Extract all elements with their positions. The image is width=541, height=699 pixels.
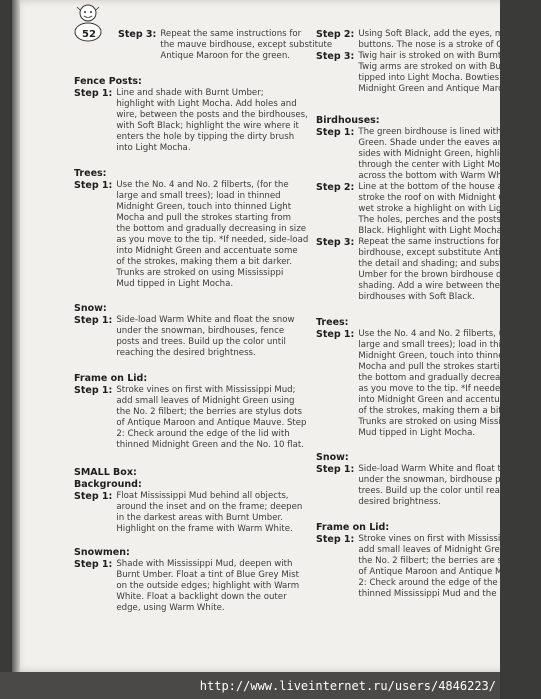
text-line: Mocha and pull the strokes starting fr (358, 362, 520, 372)
section-heading: Snow: (316, 452, 349, 463)
text-line: Use the No. 4 and No. 2 filberts, (for the (116, 180, 289, 190)
section-heading: Background: (74, 479, 142, 490)
text-line: Shade with Mississippi Mud, deepen with (116, 559, 293, 569)
text-line: birdhouse, except substitute Antique Maro (358, 248, 541, 258)
step-text (116, 385, 306, 451)
text-line: of the strokes, making them a bit dark (358, 406, 524, 416)
text-line: Mud tipped in Light Mocha. (358, 428, 476, 438)
step-text (358, 182, 525, 237)
text-line: Green. Shade under the eaves and dow (358, 138, 529, 148)
step-text (358, 29, 525, 51)
text-line: the mauve birdhouse, except substitute (160, 40, 333, 50)
instruction-step (316, 182, 526, 237)
text-line: as you move to the tip. *If needed, sid (358, 384, 524, 394)
text-line: sides with Midnight Green, highlight (358, 149, 514, 159)
text-line: reaching the desired brightness. (116, 348, 256, 358)
text-line: wire, between the posts and the birdhouses, (116, 110, 308, 120)
page-gutter (12, 0, 20, 672)
instruction-step (316, 29, 526, 51)
text-line: as you move to the tip. *If needed, side-load (116, 235, 309, 245)
instruction-step (316, 534, 528, 600)
text-line: into Midnight Green and accentuate s (358, 395, 521, 405)
text-line: Highlight on the frame with Warm White. (116, 524, 293, 534)
text-line: Midnight Green, touch into thinned Ligh (358, 351, 530, 361)
instruction-step (316, 237, 541, 303)
section-heading: Snowmen: (74, 547, 130, 558)
text-line: Repeat the same instructions for (160, 29, 302, 39)
instruction-step (316, 329, 530, 439)
step-text (116, 491, 306, 535)
text-line: on the outside edges; highlight with Warm (116, 581, 300, 591)
instruction-step (74, 385, 306, 451)
text-line: in the darkest areas with Burnt Umber. (116, 513, 284, 523)
step-label: Step 1: (74, 559, 113, 570)
text-line: Stroke vines on first with Mississippi Mud; (116, 385, 296, 395)
instruction-step (74, 559, 306, 614)
text-line: Using Soft Black, add the eyes, mouth (358, 29, 523, 39)
instruction-step (316, 127, 529, 182)
text-line: Use the No. 4 and No. 2 filberts, (for (358, 329, 514, 339)
book-page (12, 0, 541, 672)
step-text (358, 127, 529, 182)
text-line: White. Float a backlight down the outer (116, 592, 287, 602)
step-text (358, 329, 529, 439)
text-line: Trunks are stroked on using Mississippi (116, 268, 284, 278)
text-line: with Soft Black; highlight the wire where it (116, 121, 299, 131)
instruction-step (74, 491, 306, 535)
text-line: add small leaves of Midnight Green us (358, 545, 524, 555)
instruction-step (74, 180, 309, 290)
step-label: Step 1: (74, 88, 113, 99)
step-text (358, 464, 526, 508)
section-heading: SMALL Box: (74, 467, 137, 478)
section-heading: Trees: (74, 168, 107, 179)
step-text (358, 534, 527, 600)
text-line: the bottom and gradually decreasing in size (116, 224, 306, 234)
text-line: stroke the roof on with Midnight Green (358, 193, 525, 203)
text-line: the bottom and gradually decreasing i (358, 373, 524, 383)
step-label: Step 3: (316, 51, 355, 62)
text-line: Trunks are stroked on using Mississip (358, 417, 518, 427)
text-line: desired brightness. (358, 497, 441, 507)
text-line: add small leaves of Midnight Green using (116, 396, 295, 406)
text-line: The green birdhouse is lined with Midn (358, 127, 525, 137)
text-line: 2: Check around the edge of the lid with (116, 429, 290, 439)
text-line: around the inset and on the frame; deepen (116, 502, 303, 512)
text-line: thinned Mississippi Mud and the No. 10 (358, 589, 528, 599)
text-line: Stroke vines on first with Mississippi (358, 534, 514, 544)
text-line: 2: Check around the edge of the lid wit (358, 578, 527, 588)
text-line: shading. Add a wire between the two front (358, 281, 541, 291)
right-column-clip (316, 0, 541, 672)
text-line: large and small trees); load in thinned (116, 191, 281, 201)
section-heading: Trees: (316, 317, 349, 328)
text-line: large and small trees); load in thinned (358, 340, 523, 350)
step-label: Step 1: (316, 329, 355, 340)
text-line: Mud tipped in Light Mocha. (116, 279, 234, 289)
instruction-step (316, 464, 527, 508)
section-heading: Frame on Lid: (74, 373, 148, 384)
text-line: the No. 2 filbert; the berries are stylus dots (116, 407, 302, 417)
text-line: buttons. The nose is a stroke of Ginger (358, 40, 526, 50)
text-line: Side-load Warm White and float the snow (116, 315, 295, 325)
step-text (116, 180, 308, 290)
text-line: Burnt Umber. Float a tint of Blue Grey Mist (116, 570, 300, 580)
text-line: Repeat the same instructions for the ma (358, 237, 533, 247)
text-line: of Antique Maroon and Antique Mauve. Step (116, 418, 307, 428)
step-label: Step 1: (74, 385, 113, 396)
text-line: under the snowman, birdhouse posts a (358, 475, 527, 485)
instruction-step (316, 51, 523, 95)
step-label: Step 1: (316, 464, 355, 475)
right-column (316, 0, 541, 600)
step-label: Step 1: (74, 315, 113, 326)
section-heading: Snow: (74, 303, 107, 314)
step-label: Step 1: (74, 180, 113, 191)
step-text (116, 88, 308, 154)
step-label: Step 3: (118, 29, 157, 40)
text-line: Float Mississippi Mud behind all objects, (116, 491, 289, 501)
text-line: of the strokes, making them a bit darker. (116, 257, 293, 267)
text-line: Line at the bottom of the house and (358, 182, 514, 192)
text-line: into Midnight Green and accentuate some (116, 246, 298, 256)
text-line: Mocha and pull the strokes starting from (116, 213, 291, 223)
step-label: Step 1: (316, 127, 355, 138)
text-line: Umber for the brown birdhouse detail and (358, 270, 540, 280)
footer-band (0, 672, 500, 699)
text-line: highlight with Light Mocha. Add holes and (116, 99, 297, 109)
text-line: Midnight Green and Antique Maroon. (358, 84, 517, 94)
section-heading: Frame on Lid: (316, 522, 390, 533)
text-line: under the snowman, birdhouses, fence (116, 326, 285, 336)
text-line: Twig arms are stroked on with Burnt U (358, 62, 523, 72)
step-label: Step 3: (316, 237, 355, 248)
text-line: the detail and shading; and substitute Bu (358, 259, 537, 269)
text-line: Side-load Warm White and float the sn (358, 464, 525, 474)
text-line: birdhouses with Soft Black. (358, 292, 475, 302)
left-column (74, 0, 333, 614)
section-heading: Fence Posts: (74, 76, 142, 87)
text-line: Antique Maroon for the green. (160, 51, 291, 61)
step-text (358, 51, 522, 95)
step-text (358, 237, 541, 303)
text-line: Midnight Green, touch into thinned Light (116, 202, 292, 212)
instruction-step (74, 315, 306, 359)
text-line: posts and trees. Build up the color until (116, 337, 286, 347)
text-line: trees. Build up the color until reaching (358, 486, 524, 496)
text-line: Black. Highlight with Light Mocha in th (358, 226, 524, 236)
text-line: tipped into Light Mocha. Bowties are (358, 73, 516, 83)
step-text (116, 559, 306, 614)
text-line: enters the hole by tipping the dirty brush (116, 132, 295, 142)
instruction-step (118, 29, 333, 62)
text-line: Line and shade with Burnt Umber; (116, 88, 264, 98)
step-label: Step 2: (316, 182, 355, 193)
text-line: edge, using Warm White. (116, 603, 225, 613)
step-label: Step 1: (316, 534, 355, 545)
text-line: wet stroke a highlight on with Light Mo (358, 204, 526, 214)
section-heading: Birdhouses: (316, 115, 380, 126)
step-label: Step 2: (316, 29, 355, 40)
text-line: across the bottom with Warm White. (358, 171, 516, 181)
page-number: 52 (82, 29, 96, 40)
step-label: Step 1: (74, 491, 113, 502)
step-text (160, 29, 332, 62)
text-line: the No. 2 filbert; the berries are stylus (358, 556, 523, 566)
text-line: Twig hair is stroked on with Burnt Un (358, 51, 516, 61)
text-line: thinned Midnight Green and the No. 10 flat. (116, 440, 304, 450)
text-line: into Light Mocha. (116, 143, 191, 153)
text-line: through the center with Light Mocha; (358, 160, 519, 170)
instruction-step (74, 88, 306, 154)
step-text (116, 315, 306, 359)
text-line: of Antique Maroon and Antique Mauve. (358, 567, 527, 577)
source-url: http://www.liveinternet.ru/users/4846223/ (199, 679, 496, 693)
text-line: The holes, perches and the posts are S (358, 215, 526, 225)
